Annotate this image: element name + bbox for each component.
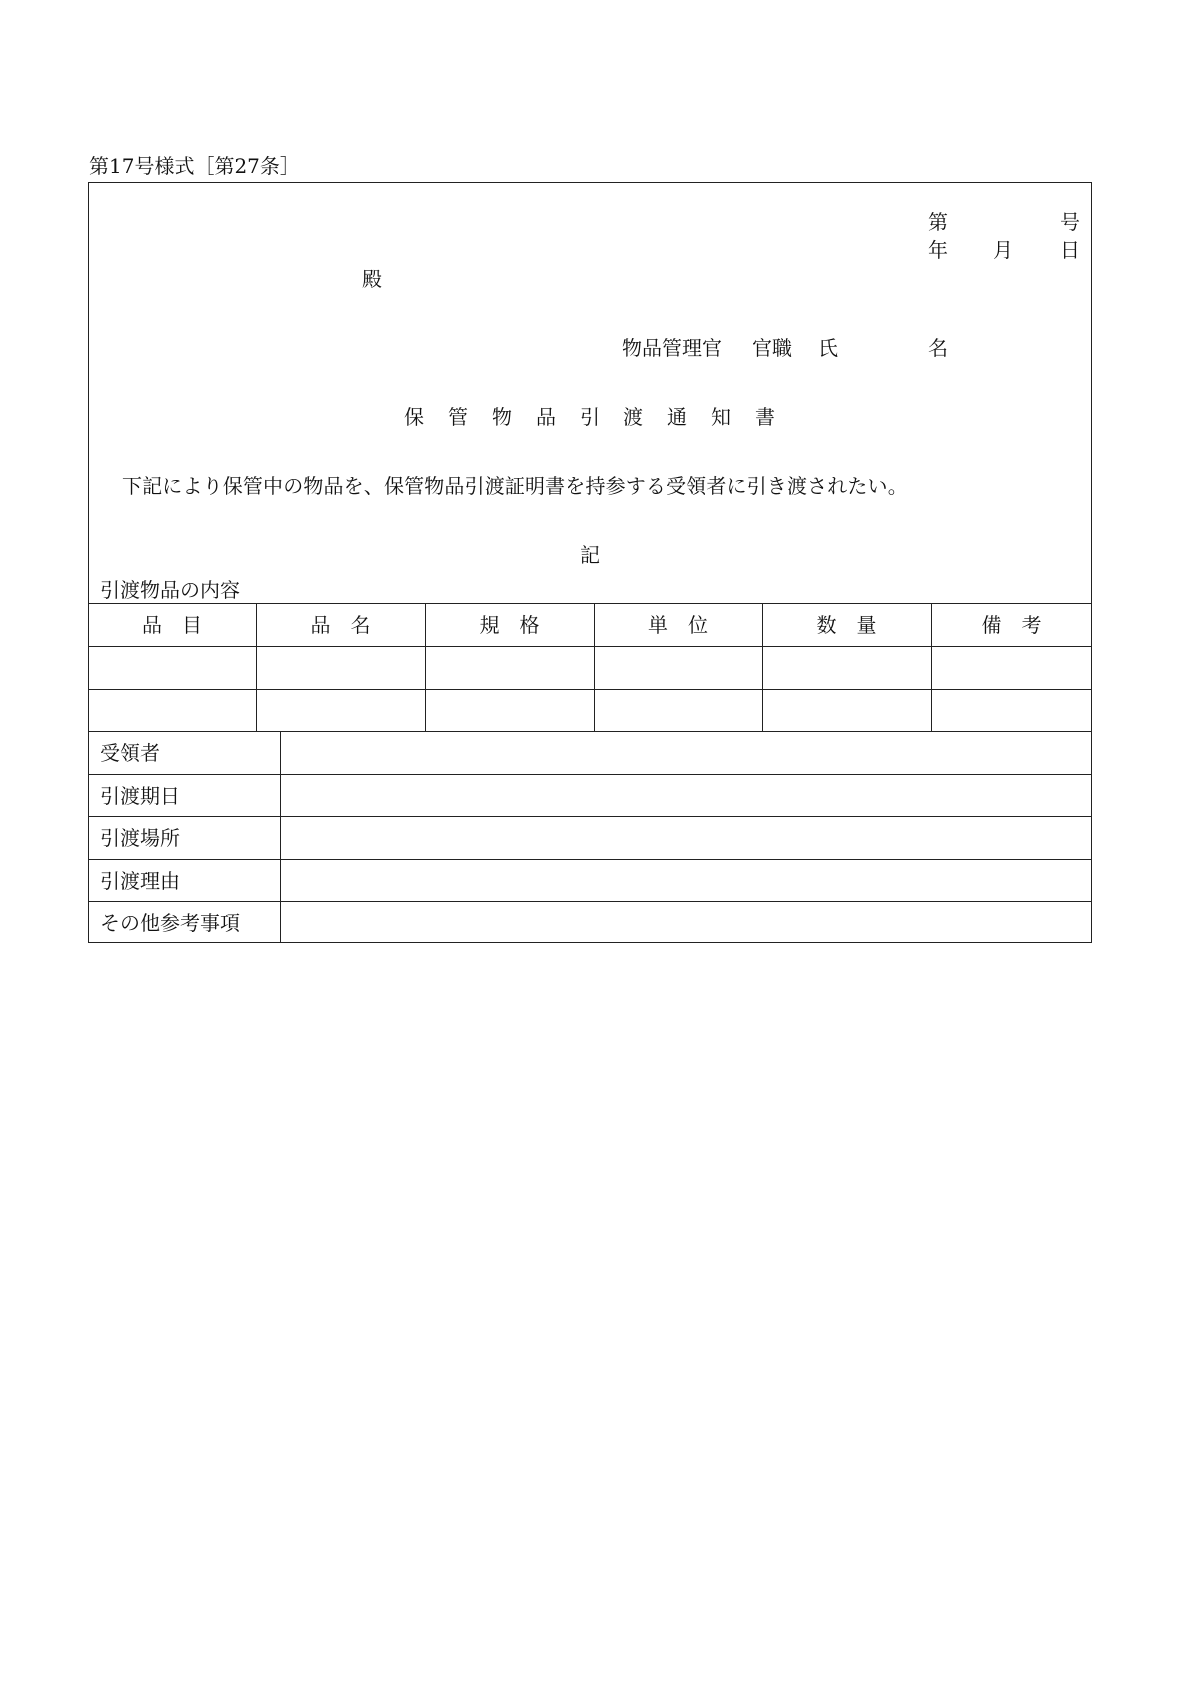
- date-month: 月: [993, 238, 1013, 262]
- column-header-remarks: 備 考: [981, 613, 1042, 637]
- title-char: 引: [580, 405, 600, 429]
- table-line: [88, 689, 1092, 690]
- table-line: [88, 774, 1092, 775]
- items-section-label: 引渡物品の内容: [100, 578, 240, 602]
- table-line: [280, 731, 281, 943]
- ki-heading: 記: [580, 543, 600, 567]
- sender-name-b: 名: [928, 336, 948, 360]
- table-line: [88, 603, 1092, 604]
- table-line: [88, 816, 1092, 817]
- detail-label-delivery-date: 引渡期日: [100, 784, 180, 808]
- sender-title: 物品管理官: [622, 336, 722, 360]
- sender-position: 官職: [752, 336, 792, 360]
- detail-label-delivery-reason: 引渡理由: [100, 869, 180, 893]
- form-id: 第17号様式［第27条］: [89, 154, 300, 178]
- title-char: 保: [404, 405, 424, 429]
- detail-label-recipient: 受領者: [100, 741, 160, 765]
- column-header-spec: 規 格: [479, 613, 540, 637]
- column-header-item: 品 目: [142, 613, 202, 637]
- column-header-quantity: 数 量: [816, 613, 877, 637]
- number-prefix: 第: [928, 210, 948, 234]
- title-char: 渡: [623, 405, 643, 429]
- date-year: 年: [928, 238, 948, 262]
- table-line: [88, 646, 1092, 647]
- detail-label-delivery-place: 引渡場所: [100, 826, 180, 850]
- column-header-unit: 単 位: [648, 613, 708, 637]
- body-text: 下記により保管中の物品を、保管物品引渡証明書を持参する受領者に引き渡されたい。: [122, 474, 908, 498]
- detail-label-other-notes: その他参考事項: [100, 911, 240, 935]
- addressee-suffix: 殿: [362, 267, 382, 291]
- date-day: 日: [1060, 238, 1080, 262]
- table-line: [88, 859, 1092, 860]
- title-char: 通: [667, 405, 687, 429]
- number-suffix: 号: [1060, 210, 1080, 234]
- sender-name-a: 氏: [818, 336, 838, 360]
- title-char: 書: [755, 405, 775, 429]
- column-header-name: 品 名: [310, 613, 371, 637]
- table-line: [88, 731, 1092, 732]
- title-char: 管: [448, 405, 468, 429]
- table-line: [88, 901, 1092, 902]
- title-char: 知: [711, 405, 731, 429]
- title-char: 品: [536, 405, 556, 429]
- title-char: 物: [492, 405, 512, 429]
